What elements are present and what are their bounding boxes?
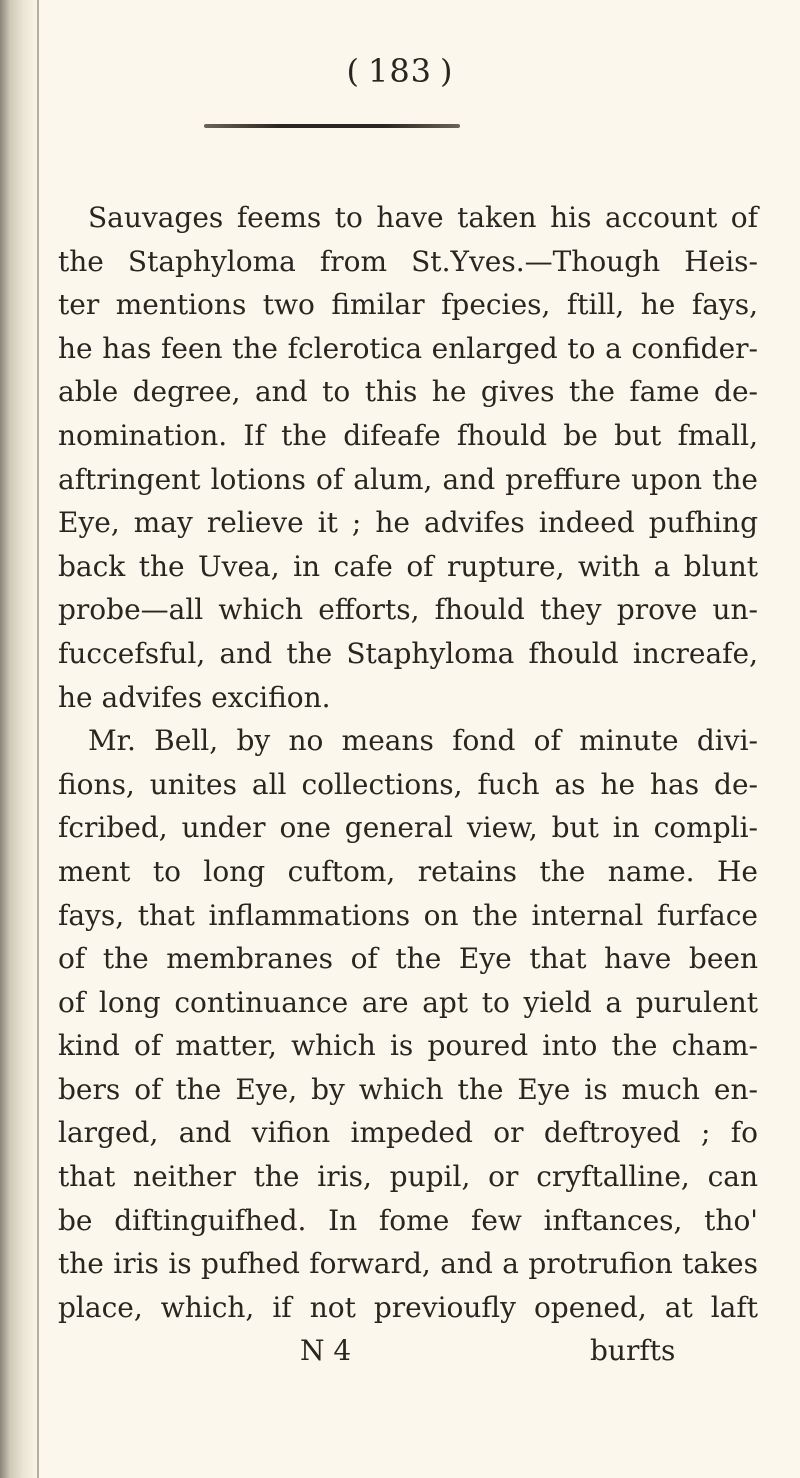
text-line: fcribed, under one general view, but in compli- [58, 811, 758, 845]
text-line: probe—all which efforts, fhould they prove un- [58, 593, 758, 627]
text-line: fays, that inflammations on the internal furface [58, 898, 758, 932]
page-number-value: 183 [367, 52, 433, 90]
text-line: place, which, if not previoufly opened, at laft [58, 1290, 758, 1324]
text-line: ter mentions two fimilar fpecies, ftill, he fays, [58, 288, 758, 322]
text-line: aftringent lotions of alum, and preffure upon the [58, 462, 758, 496]
text-line: nomination. If the difeafe fhould be but fmall, [58, 418, 758, 452]
text-line: he has feen the fclerotica enlarged to a confider- [58, 331, 758, 365]
text-line: ment to long cuftom, retains the name. He [58, 854, 758, 888]
text-line: Sauvages feems to have taken his account of [88, 201, 758, 234]
text-line: able degree, and to this he gives the fame de- [58, 375, 758, 409]
text-line: of the membranes of the Eye that have been [58, 942, 758, 976]
text-lines [58, 196, 758, 1329]
text-line: bers of the Eye, by which the Eye is much en- [58, 1072, 758, 1106]
text-line: back the Uvea, in cafe of rupture, with a blunt [58, 549, 758, 583]
text-line: Eye, may relieve it ; he advifes indeed pufhing [58, 506, 758, 540]
page-number [0, 52, 800, 90]
signature-mark: N 4 [300, 1334, 352, 1368]
text-line: be diftinguifhed. In fome few inftances, tho' [58, 1203, 758, 1237]
binding-gutter [0, 0, 40, 1478]
catchword: burfts [590, 1334, 676, 1368]
text-line: the Staphyloma from St.Yves.—Though Heis- [58, 244, 758, 278]
body-text [58, 196, 758, 1373]
text-line: the iris is pufhed forward, and a protrufion takes [58, 1247, 758, 1281]
text-line: kind of matter, which is poured into the cham- [58, 1029, 758, 1063]
header-rule [204, 124, 460, 128]
close-paren: ) [440, 52, 454, 90]
text-line: he advifes excifion. [58, 680, 331, 714]
binding-edge [37, 0, 39, 1478]
text-line: of long continuance are apt to yield a purulent [58, 985, 758, 1019]
text-line: that neither the iris, pupil, or cryftalline, can [58, 1160, 758, 1194]
text-line: fions, unites all collections, fuch as he has de- [58, 767, 758, 801]
open-paren: ( [346, 52, 360, 90]
text-line: Mr. Bell, by no means fond of minute divi- [88, 724, 758, 758]
text-line: larged, and vifion impeded or deftroyed ; fo [58, 1116, 758, 1150]
text-line: fuccefsful, and the Staphyloma fhould increafe, [58, 636, 758, 670]
footer-line [58, 1329, 758, 1373]
